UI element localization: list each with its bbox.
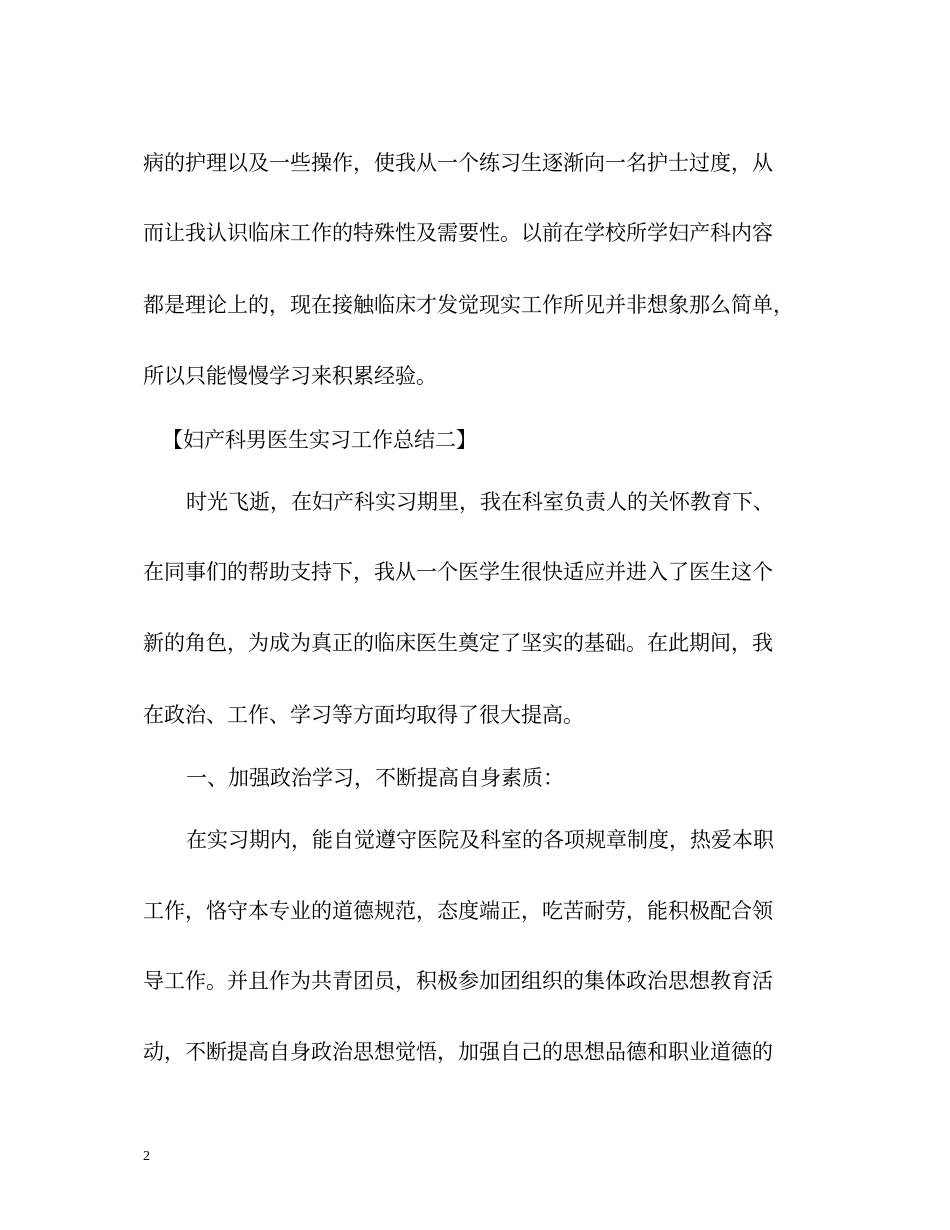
body-text-line: 而让我认识临床工作的特殊性及需要性。以前在学校所学妇产科内容 [143, 221, 773, 245]
page-number: 2 [143, 1149, 150, 1164]
body-text-line: 动，不断提高自身政治思想觉悟，加强自己的思想品德和职业道德的 [143, 1040, 773, 1064]
subsection-heading: 一、加强政治学习，不断提高自身素质： [186, 766, 564, 790]
body-text-line: 都是理论上的，现在接触临床才发觉现实工作所见并非想象那么简单， [143, 293, 794, 317]
paragraph-start-line: 在实习期内，能自觉遵守医院及科室的各项规章制度，热爱本职 [186, 828, 774, 852]
body-text-line: 在同事们的帮助支持下，我从一个医学生很快适应并进入了医生这个 [143, 560, 773, 584]
body-text-line: 病的护理以及一些操作，使我从一个练习生逐渐向一名护士过度，从 [143, 151, 773, 175]
body-text-line: 工作，恪守本专业的道德规范，态度端正，吃苦耐劳，能积极配合领 [143, 899, 773, 923]
body-text-line: 导工作。并且作为共青团员，积极参加团组织的集体政治思想教育活 [143, 969, 773, 993]
body-text-line: 所以只能慢慢学习来积累经验。 [143, 364, 437, 388]
paragraph-start-line: 时光飞逝，在妇产科实习期里，我在科室负责人的关怀教育下、 [186, 490, 774, 514]
section-heading: 【妇产科男医生实习工作总结二】 [162, 428, 477, 452]
body-text-line: 在政治、工作、学习等方面均取得了很大提高。 [143, 703, 584, 727]
body-text-line: 新的角色，为成为真正的临床医生奠定了坚实的基础。在此期间，我 [143, 631, 773, 655]
